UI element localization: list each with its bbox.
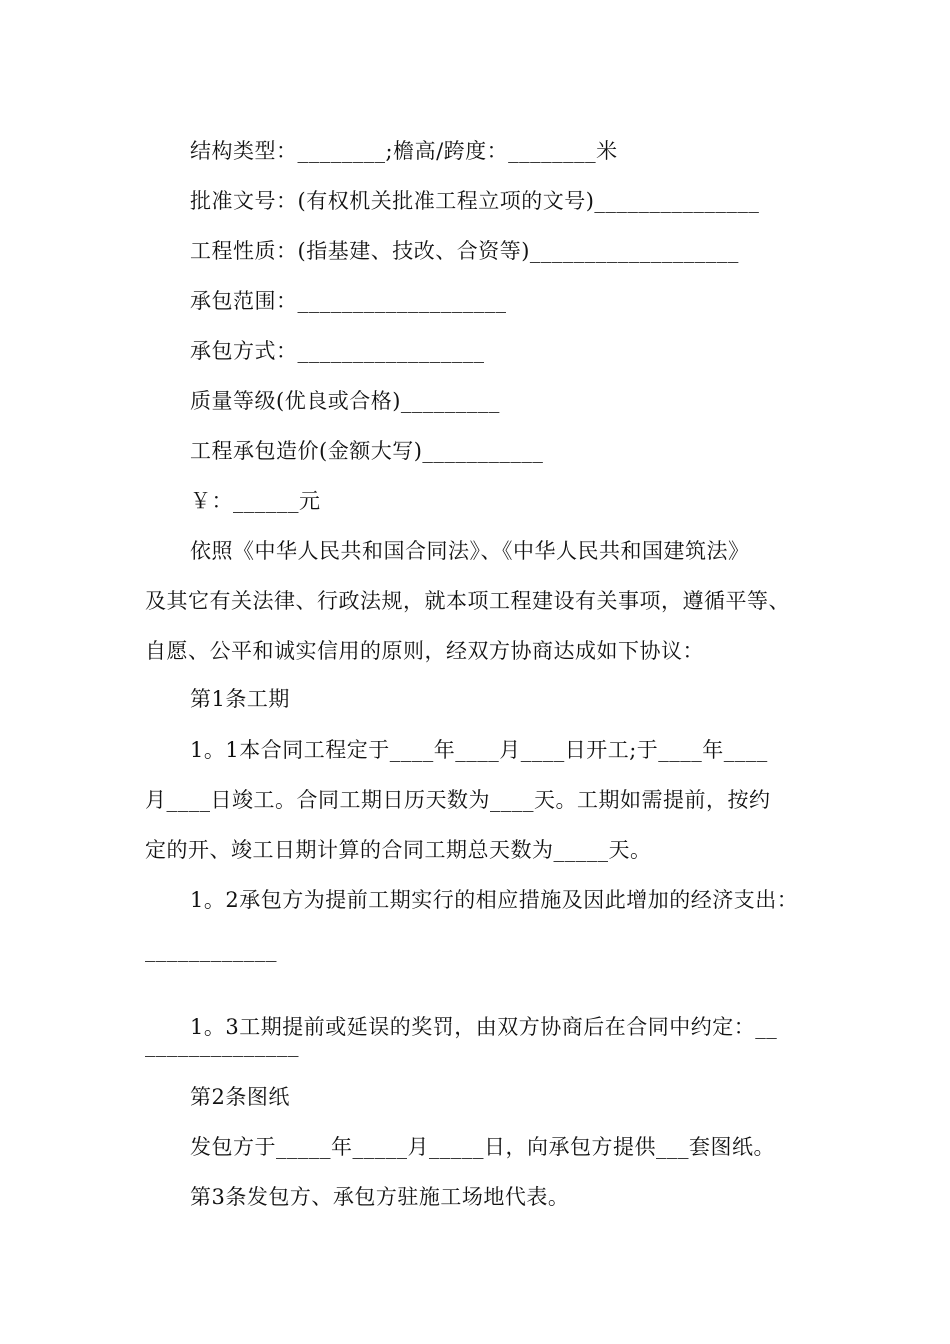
paragraph-basis-line-2: 及其它有关法律、行政法规，就本项工程建设有关事项，遵循平等、	[145, 589, 790, 613]
line-contract-method: 承包方式：_________________	[190, 339, 485, 363]
clause-1-1-line-2: 月____日竣工。合同工期日历天数为____天。工期如需提前，按约	[145, 788, 771, 812]
line-contract-price: 工程承包造价(金额大写)___________	[190, 439, 544, 463]
line-project-nature: 工程性质：(指基建、技改、合资等)___________________	[190, 239, 739, 263]
clause-1-2-blank: ____________	[145, 938, 277, 962]
article-2-drawings-line: 发包方于_____年_____月_____日，向承包方提供___套图纸。	[190, 1135, 775, 1159]
article-2-heading: 第2条图纸	[190, 1085, 290, 1109]
line-amount-yuan: ￥：______元	[190, 489, 321, 513]
paragraph-basis-line-3: 自愿、公平和诚实信用的原则，经双方协商达成如下协议：	[145, 639, 704, 663]
line-contract-scope: 承包范围：___________________	[190, 289, 507, 313]
article-1-heading: 第1条工期	[190, 687, 290, 711]
line-structure-type: 结构类型：________;檐高/跨度：________米	[190, 139, 618, 163]
clause-1-3-blank: ______________	[145, 1033, 299, 1057]
paragraph-basis-line-1: 依照《中华人民共和国合同法》、《中华人民共和国建筑法》	[190, 539, 750, 563]
line-approval-number: 批准文号：(有权机关批准工程立项的文号)_______________	[190, 189, 760, 213]
line-quality-grade: 质量等级(优良或合格)_________	[190, 389, 500, 413]
clause-1-1-line-1: 1。1本合同工程定于____年____月____日开工;于____年____	[190, 738, 768, 762]
clause-1-2-line-1: 1。2承包方为提前工期实行的相应措施及因此增加的经济支出：	[190, 888, 799, 912]
clause-1-3-line-1: 1。3工期提前或延误的奖罚，由双方协商后在合同中约定：__	[190, 1015, 778, 1039]
article-3-heading: 第3条发包方、承包方驻施工场地代表。	[190, 1185, 570, 1209]
clause-1-1-line-3: 定的开、竣工日期计算的合同工期总天数为_____天。	[145, 838, 652, 862]
